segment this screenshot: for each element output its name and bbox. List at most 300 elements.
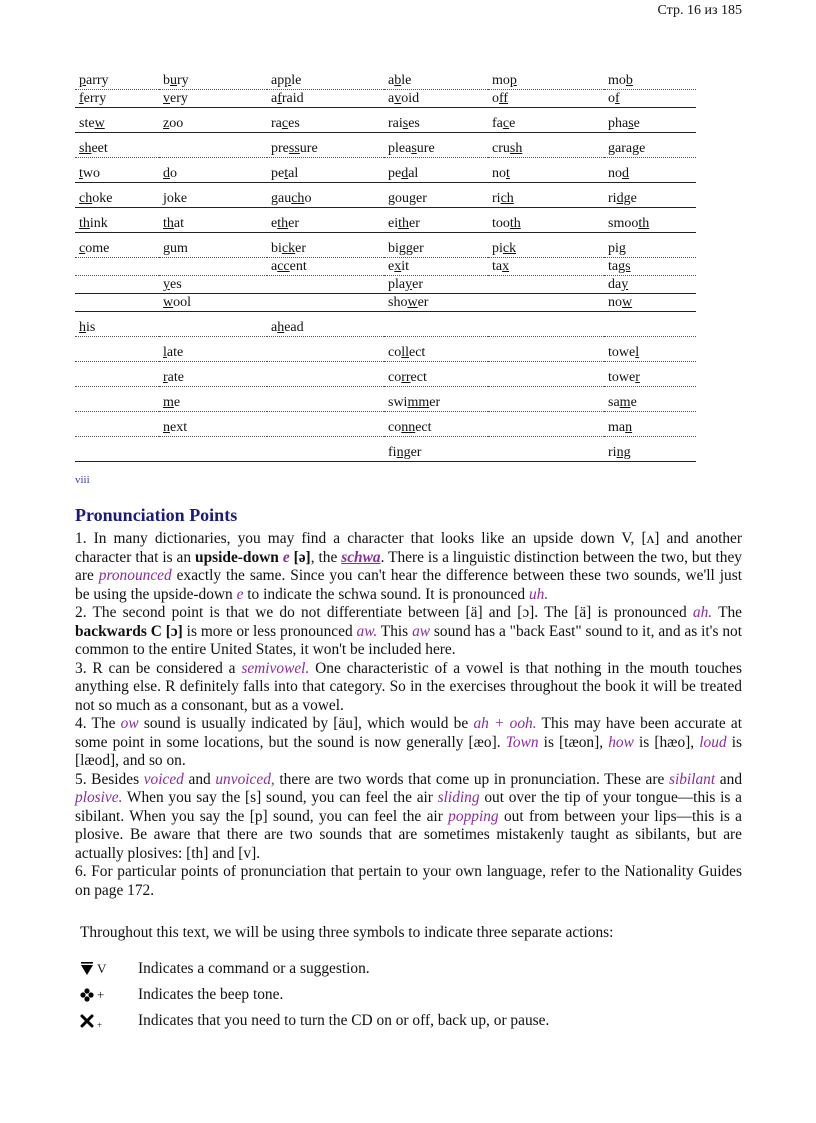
- legend-text: Indicates that you need to turn the CD on or off, back up, or pause.: [138, 1012, 550, 1029]
- table-cell: [75, 412, 159, 437]
- table-cell: [267, 276, 384, 294]
- table-cell: [604, 362, 696, 387]
- roman-page-number: viii: [75, 474, 90, 486]
- word-part: e: [388, 259, 395, 274]
- word-part: es: [408, 116, 420, 131]
- word-part: ery: [170, 91, 188, 106]
- table-cell: [604, 133, 696, 158]
- table-row: [75, 437, 696, 462]
- target-sound: w: [407, 295, 418, 310]
- word-part: smoo: [608, 216, 639, 231]
- word-part: um: [170, 241, 188, 256]
- emphasized-term: ow: [120, 715, 139, 732]
- table-cell: [384, 387, 488, 412]
- word-part: ure: [299, 141, 318, 156]
- emphasized-term: upside-down: [195, 548, 283, 566]
- table-row: [75, 258, 696, 276]
- target-sound: r: [635, 370, 640, 385]
- target-sound: ng: [616, 445, 631, 460]
- table-row: [75, 362, 696, 387]
- word-part: towe: [608, 370, 636, 385]
- table-cell: [488, 276, 604, 294]
- target-sound: d: [401, 166, 409, 181]
- word-part: plea: [388, 141, 412, 156]
- table-cell: [267, 233, 384, 258]
- target-sound: y: [163, 277, 170, 292]
- emphasized-term: plosive.: [75, 789, 123, 806]
- table-cell: [604, 158, 696, 183]
- word-part: er: [410, 445, 422, 460]
- word-part: ate: [166, 345, 184, 360]
- table-row: [75, 412, 696, 437]
- table-cell: [384, 183, 488, 208]
- text-run: is [tæon],: [538, 733, 609, 751]
- emphasized-term: unvoiced,: [215, 770, 275, 788]
- word-part: no: [608, 166, 622, 181]
- word-part: ome: [85, 241, 110, 256]
- text-run: 6. For particular points of pronunciation that pertain to your own language, refer to the Nationality Guides on page 172.: [75, 863, 742, 899]
- target-sound: s: [628, 116, 634, 131]
- table-row: [75, 108, 696, 133]
- word-part: ra: [271, 116, 282, 131]
- word-part: ate: [167, 370, 184, 385]
- numbered-point: [75, 771, 742, 864]
- table-cell: [267, 72, 384, 90]
- text-run: sound has a "back East" sound to it, and as it's not common to the entire United States, it won't be included here.: [75, 622, 742, 658]
- word-part: o: [492, 91, 499, 106]
- table-cell: [604, 437, 696, 462]
- word-part: e: [630, 191, 637, 206]
- emphasized-term: ah + ooh.: [473, 715, 537, 732]
- word-part: ry: [177, 73, 189, 88]
- target-sound: ng: [396, 445, 411, 460]
- word-part: er: [295, 241, 306, 256]
- target-sound: d: [622, 166, 629, 181]
- word-part: bi: [388, 241, 399, 256]
- table-cell: [488, 437, 604, 462]
- emphasized-term: e: [236, 585, 244, 603]
- word-part: ri: [608, 191, 617, 206]
- table-cell: [384, 108, 488, 133]
- word-part: e: [173, 395, 181, 410]
- text-run: 5. Besides: [75, 770, 144, 788]
- word-part: co: [388, 420, 402, 435]
- table-cell: [384, 90, 488, 108]
- word-part: pe: [271, 166, 285, 181]
- target-sound: n: [625, 420, 633, 435]
- word-part: a: [271, 320, 278, 335]
- table-cell: [488, 312, 604, 337]
- table-cell: [267, 90, 384, 108]
- target-sound: ss: [288, 141, 300, 156]
- word-part: er: [416, 191, 427, 206]
- table-cell: [75, 72, 159, 90]
- target-sound: d: [163, 166, 170, 181]
- target-sound: gg: [398, 241, 413, 256]
- table-cell: [75, 208, 159, 233]
- table-cell: [159, 108, 267, 133]
- word-part: al: [288, 166, 299, 181]
- numbered-point: [75, 863, 742, 900]
- emphasized-term: e: [282, 548, 290, 566]
- emphasized-term: ah.: [692, 604, 713, 621]
- word-part: swi: [388, 395, 408, 410]
- text-run: and: [183, 770, 216, 788]
- target-sound: g: [409, 191, 416, 206]
- target-sound: nn: [401, 420, 416, 435]
- target-sound: th: [509, 216, 521, 231]
- word-part: raid: [281, 91, 304, 106]
- table-cell: [159, 158, 267, 183]
- table-cell: [488, 108, 604, 133]
- target-sound: p: [284, 73, 292, 88]
- word-part: ta: [492, 259, 503, 274]
- target-sound: m: [163, 395, 174, 410]
- target-sound: sh: [509, 141, 523, 156]
- word-part: es: [288, 116, 300, 131]
- word-part: a: [271, 91, 278, 106]
- table-cell: [267, 158, 384, 183]
- table-cell: [267, 258, 384, 276]
- target-sound: dg: [616, 191, 631, 206]
- emphasized-term: backwards C [ɔ]: [75, 622, 183, 640]
- table-cell: [159, 412, 267, 437]
- table-cell: [75, 183, 159, 208]
- table-cell: [604, 108, 696, 133]
- table-cell: [384, 312, 488, 337]
- table-cell: [75, 158, 159, 183]
- text-run: . There is a linguistic distinction between the two, but they are: [75, 548, 742, 584]
- table-cell: [384, 258, 488, 276]
- text-run: sound is usually indicated by [äu], which would be: [138, 715, 474, 732]
- table-cell: [384, 276, 488, 294]
- text-run: 1. In many dictionaries, you may find a character that looks like an upside down V, [ʌ] and another character that is an: [75, 530, 742, 566]
- target-sound: b: [394, 73, 402, 88]
- word-part: ead: [284, 320, 304, 335]
- target-sound: y: [621, 277, 629, 292]
- legend-intro: Throughout this text, we will be using three symbols to indicate three separate actions:: [80, 924, 614, 941]
- word-part: oid: [401, 91, 420, 106]
- table-cell: [267, 312, 384, 337]
- target-sound: u: [170, 73, 177, 88]
- word-part: pi: [492, 241, 503, 256]
- symbol-legend: [80, 956, 549, 1034]
- table-cell: [159, 337, 267, 362]
- table-cell: [604, 337, 696, 362]
- table-cell: [488, 337, 604, 362]
- emphasized-term: popping: [448, 807, 499, 825]
- word-part: e: [633, 116, 640, 131]
- emphasized-term: aw.: [356, 622, 378, 640]
- text-run: The: [712, 604, 743, 621]
- table-cell: [384, 208, 488, 233]
- word-part: ure: [416, 141, 435, 156]
- table-cell: [75, 90, 159, 108]
- text-run: 2. The second point is that we do not differentiate between [ä] and [ɔ]. The [ä] is pronounced: [75, 604, 693, 621]
- target-sound: j: [163, 191, 167, 206]
- table-cell: [159, 72, 267, 90]
- text-run: This may have been accurate at some point in some locations, but the sound is now generally [æo].: [75, 715, 743, 751]
- table-cell: [75, 133, 159, 158]
- word-part: er: [412, 277, 423, 292]
- table-cell: [604, 233, 696, 258]
- target-sound: t: [506, 166, 510, 181]
- table-cell: [75, 362, 159, 387]
- word-part: pi: [608, 241, 619, 256]
- text-run: exactly the same. Since you can't hear the difference between these two sounds, we'll just be using the upside-down: [75, 567, 742, 603]
- table-cell: [159, 387, 267, 412]
- word-part: ta: [608, 259, 619, 274]
- word-part: co: [388, 370, 402, 385]
- table-row: [75, 337, 696, 362]
- emphasized-term: Town: [505, 733, 539, 751]
- target-sound: s: [411, 141, 417, 156]
- table-row: [75, 233, 696, 258]
- table-cell: [267, 387, 384, 412]
- word-part: le: [291, 73, 302, 88]
- target-sound: g: [163, 241, 170, 256]
- table-cell: [488, 412, 604, 437]
- legend-text: Indicates a command or a suggestion.: [138, 960, 370, 977]
- table-cell: [267, 412, 384, 437]
- table-cell: [75, 337, 159, 362]
- table-cell: [159, 276, 267, 294]
- word-part: fa: [492, 116, 503, 131]
- text-run: to indicate the schwa sound. It is pronounced: [243, 585, 529, 603]
- page-indicator: Стр. 16 из 185: [657, 3, 742, 18]
- table-cell: [75, 387, 159, 412]
- target-sound: th: [163, 216, 174, 231]
- table-cell: [159, 437, 267, 462]
- target-sound: m: [619, 395, 631, 410]
- table-row: [75, 72, 696, 90]
- word-part: ri: [608, 445, 617, 460]
- word-part: ste: [79, 116, 95, 131]
- target-sound: ck: [281, 241, 296, 256]
- text-run: out over the tip of your tongue—this is a sibilant. When you say the [p] sound, you can feel the air: [75, 789, 742, 825]
- target-sound: y: [405, 277, 413, 292]
- word-part: a: [388, 73, 395, 88]
- word-part: ect: [410, 370, 427, 385]
- word-part: is: [86, 320, 96, 335]
- target-sound: gs: [618, 259, 631, 274]
- text-run: is [hæo],: [633, 733, 700, 751]
- word-part: fi: [388, 445, 397, 460]
- target-sound: ff: [499, 91, 509, 106]
- word-part: e: [639, 141, 646, 156]
- target-sound: ll: [401, 345, 409, 360]
- table-cell: [267, 294, 384, 312]
- target-sound: t: [284, 166, 289, 181]
- target-sound: th: [638, 216, 650, 231]
- legend-symbol-label: +: [97, 1020, 103, 1030]
- table-cell: [604, 294, 696, 312]
- table-cell: [384, 362, 488, 387]
- word-part: mo: [492, 73, 510, 88]
- emphasized-term: uh.: [528, 585, 549, 603]
- numbered-point: [75, 530, 742, 604]
- text-run: 3. R can be considered a: [75, 659, 242, 677]
- table-cell: [75, 108, 159, 133]
- word-part: es: [170, 277, 182, 292]
- word-part: gou: [388, 191, 409, 206]
- legend-text: Indicates the beep tone.: [138, 986, 284, 1003]
- table-cell: [75, 294, 159, 312]
- word-part: ool: [173, 295, 192, 310]
- word-part: sho: [388, 295, 408, 310]
- table-cell: [488, 133, 604, 158]
- target-sound: cc: [277, 259, 290, 274]
- table-cell: [159, 258, 267, 276]
- target-sound: c: [502, 116, 510, 131]
- table-cell: [159, 233, 267, 258]
- table-cell: [159, 312, 267, 337]
- table-row: [75, 133, 696, 158]
- target-sound: p: [509, 73, 517, 88]
- table-cell: [384, 412, 488, 437]
- word-part: bi: [271, 241, 282, 256]
- target-sound: s: [402, 116, 409, 131]
- target-sound: ch: [291, 191, 305, 206]
- word-part: pre: [271, 141, 289, 156]
- table-row: [75, 294, 696, 312]
- target-sound: x: [502, 259, 510, 274]
- target-sound: p: [79, 73, 86, 88]
- table-cell: [604, 412, 696, 437]
- word-part: b: [163, 73, 170, 88]
- target-sound: x: [394, 259, 402, 274]
- table-cell: [604, 183, 696, 208]
- text-run: is more or less pronounced: [182, 622, 357, 640]
- word-part: er: [417, 295, 429, 310]
- target-sound: r: [163, 370, 168, 385]
- emphasized-term: loud: [699, 733, 727, 751]
- emphasized-term: schwa: [341, 548, 381, 566]
- word-part: pla: [388, 277, 406, 292]
- target-sound: l: [163, 345, 167, 360]
- legend-symbol-label: V: [97, 961, 107, 976]
- target-sound: v: [394, 91, 402, 106]
- table-cell: [384, 233, 488, 258]
- numbered-point: [75, 604, 742, 660]
- table-row: [75, 312, 696, 337]
- word-part: le: [401, 73, 412, 88]
- table-cell: [488, 183, 604, 208]
- text-run: , the: [310, 548, 342, 566]
- word-part: mo: [608, 73, 626, 88]
- legend-symbol-label: +: [97, 987, 105, 1002]
- word-part: towe: [608, 345, 636, 360]
- target-sound: g: [618, 241, 626, 256]
- target-sound: c: [79, 241, 86, 256]
- target-sound: w: [163, 295, 174, 310]
- word-part: no: [492, 166, 506, 181]
- target-sound: rr: [401, 370, 411, 385]
- table-cell: [604, 276, 696, 294]
- emphasized-term: sibilant: [668, 770, 716, 788]
- table-row: [75, 387, 696, 412]
- table-cell: [267, 208, 384, 233]
- target-sound: ch: [500, 191, 514, 206]
- emphasized-term: how: [608, 733, 634, 751]
- target-sound: f: [79, 91, 84, 106]
- text-run: there are two words that come up in pronunciation. These are: [274, 770, 669, 788]
- target-sound: f: [615, 91, 620, 106]
- table-cell: [488, 90, 604, 108]
- target-sound: ck: [502, 241, 517, 256]
- word-part: co: [388, 345, 402, 360]
- word-part: cru: [492, 141, 510, 156]
- legend-row-pause: [80, 1008, 549, 1034]
- text-run: When you say the [s] sound, you can feel the air: [122, 789, 438, 806]
- target-sound: h: [277, 320, 285, 335]
- word-part: eet: [91, 141, 108, 156]
- table-cell: [604, 258, 696, 276]
- target-sound: n: [163, 420, 170, 435]
- target-sound: w: [94, 116, 105, 131]
- table-row: [75, 158, 696, 183]
- table-cell: [159, 133, 267, 158]
- table-cell: [488, 72, 604, 90]
- word-part: e: [509, 116, 516, 131]
- word-part: er: [409, 216, 420, 231]
- table-cell: [267, 108, 384, 133]
- word-part: erry: [83, 91, 107, 106]
- text-run: is [læod], and so on.: [75, 733, 742, 769]
- word-part: e: [630, 395, 637, 410]
- target-sound: th: [277, 216, 289, 231]
- word-part: er: [288, 216, 299, 231]
- text-run: 4. The: [75, 715, 121, 732]
- word-part: arry: [86, 73, 109, 88]
- cross-flower-icon: [80, 987, 138, 1003]
- target-sound: z: [163, 116, 170, 131]
- word-part: sa: [608, 395, 620, 410]
- target-sound: t: [79, 166, 83, 181]
- numbered-point: [75, 660, 742, 716]
- word-part: gara: [608, 141, 633, 156]
- table-cell: [384, 72, 488, 90]
- target-sound: l: [635, 345, 640, 360]
- table-cell: [159, 90, 267, 108]
- table-cell: [488, 208, 604, 233]
- table-cell: [159, 183, 267, 208]
- target-sound: h: [79, 320, 86, 335]
- table-cell: [159, 362, 267, 387]
- target-sound: th: [398, 216, 409, 231]
- table-cell: [488, 387, 604, 412]
- table-row: [75, 276, 696, 294]
- word-part: ap: [271, 73, 285, 88]
- table-row: [75, 208, 696, 233]
- word-part: at: [173, 216, 184, 231]
- text-run: out from between your lips—this is a plosive. Be aware that there are two sounds that are sometimes mistakenly taught as sibilants, but are actually plosives: [th] and [v].: [75, 807, 742, 862]
- table-cell: [604, 72, 696, 90]
- legend-row-command: [80, 956, 549, 982]
- table-cell: [267, 437, 384, 462]
- target-sound: ch: [79, 191, 93, 206]
- table-cell: [75, 437, 159, 462]
- target-sound: w: [622, 295, 633, 310]
- table-cell: [75, 258, 159, 276]
- target-sound: v: [163, 91, 170, 106]
- table-cell: [267, 362, 384, 387]
- word-part: al: [408, 166, 419, 181]
- table-cell: [75, 233, 159, 258]
- table-cell: [75, 276, 159, 294]
- target-sound: f: [277, 91, 282, 106]
- word-part: ext: [170, 420, 188, 435]
